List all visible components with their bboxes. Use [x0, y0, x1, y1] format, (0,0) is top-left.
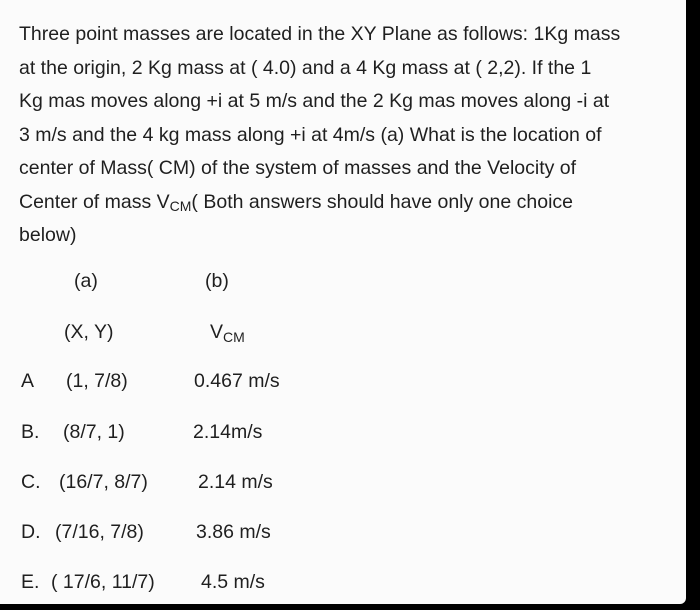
question-line-6	[19, 186, 684, 220]
option-e-letter: E.	[21, 571, 40, 593]
option-a-position: (1, 7/8)	[66, 370, 128, 392]
column-a-label: (a)	[74, 270, 98, 292]
option-b-velocity: 2.14m/s	[193, 421, 263, 443]
column-b-label: (b)	[205, 270, 229, 292]
question-line-6-rest: Both answers should have only one choice	[203, 190, 573, 213]
option-c-velocity: 2.14 m/s	[198, 471, 273, 493]
option-c-position: (16/7, 8/7)	[59, 471, 148, 493]
option-c-letter: C.	[21, 471, 41, 493]
option-d-velocity: 3.86 m/s	[196, 521, 271, 543]
question-line-5: center of Mass( CM) of the system of masses and the Velocity of	[19, 157, 577, 179]
question-line-3: Kg mas moves along +i at 5 m/s and the 2 Kg mas moves along -i at	[19, 90, 610, 112]
option-a-letter: A	[21, 370, 35, 392]
option-e-position: ( 17/6, 11/7)	[51, 571, 155, 593]
vcm-suffix: (	[191, 190, 204, 213]
vcm-header-sub: CM	[223, 329, 245, 345]
vcm-prefix: Center of mass V	[19, 190, 170, 213]
question-line-4: 3 m/s and the 4 kg mass along +i at 4m/s (a) What is the location of	[19, 123, 602, 146]
column-a-header: (X, Y)	[64, 321, 114, 343]
question-line-2: at the origin, 2 Kg mass at ( 4.0) and a 4 Kg mass at ( 2,2). If the 1	[19, 56, 592, 79]
option-e-velocity: 4.5 m/s	[201, 571, 265, 593]
option-b-position: (8/7, 1)	[63, 421, 125, 443]
column-b-header	[210, 321, 245, 344]
question-line-1: Three point masses are located in the XY Plane as follows: 1Kg mass	[19, 23, 621, 45]
question-text	[19, 18, 684, 253]
vcm-subscript: CM	[169, 197, 192, 214]
option-d-position: (7/16, 7/8)	[55, 521, 144, 543]
vcm-header-main: V	[210, 321, 224, 343]
question-line-7: below)	[19, 224, 77, 246]
option-d-letter: D.	[21, 521, 41, 543]
option-a-velocity: 0.467 m/s	[194, 370, 280, 392]
option-b-letter: B.	[21, 421, 40, 443]
